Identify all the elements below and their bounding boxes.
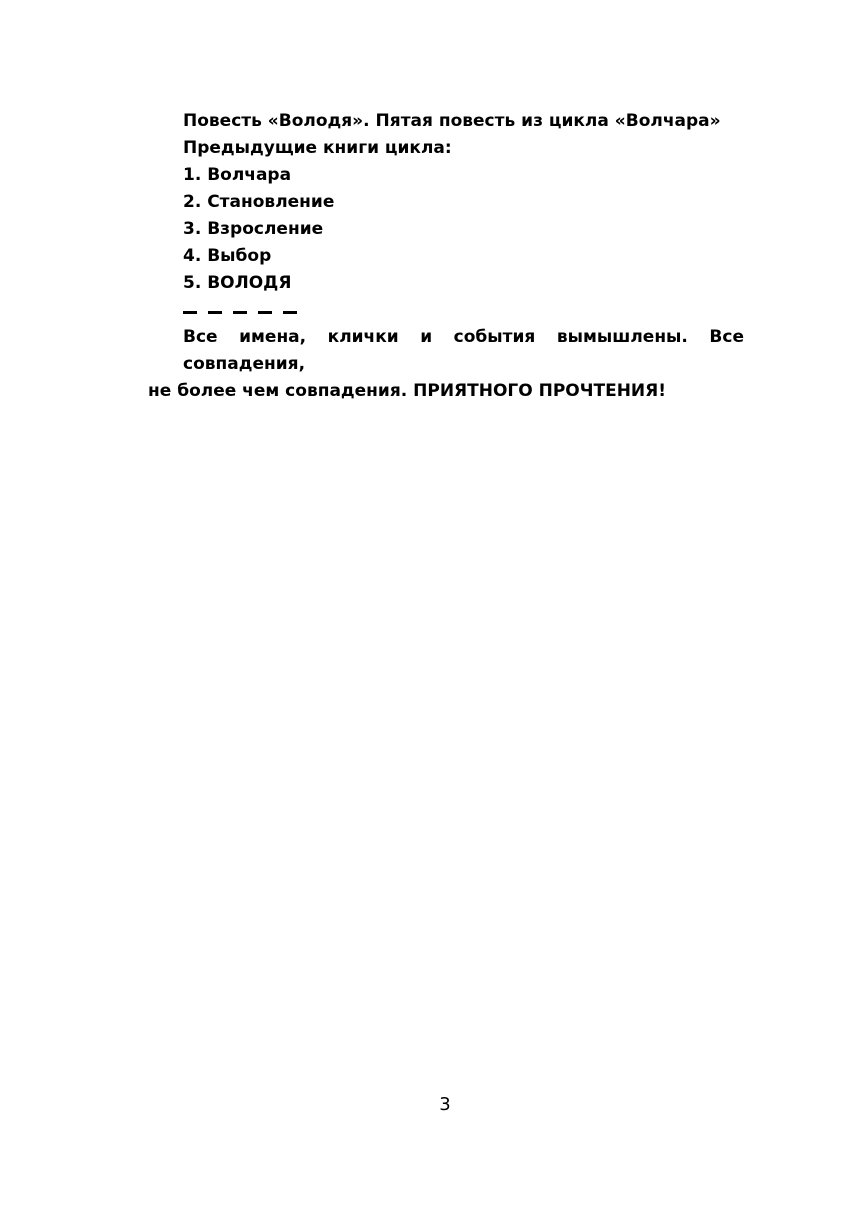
previous-books-heading: Предыдущие книги цикла: <box>183 138 452 158</box>
separator-dash <box>258 311 272 314</box>
page-number: 3 <box>439 1094 451 1115</box>
book-list-item: 5. ВОЛОДЯ <box>183 273 292 293</box>
separator-dash <box>208 311 222 314</box>
intro-line: Повесть «Володя». Пятая повесть из цикла «Волчара» <box>183 111 721 131</box>
book-list-item: 3. Взросление <box>183 219 324 239</box>
disclaimer-line-2: не более чем совпадения. ПРИЯТНОГО ПРОЧТЕНИЯ! <box>148 381 666 401</box>
text-block <box>148 108 744 405</box>
book-list-item: 2. Становление <box>183 192 335 212</box>
separator-dash <box>183 311 197 314</box>
separator-dash <box>283 311 297 314</box>
dash-separator <box>148 297 744 324</box>
book-list-item: 1. Волчара <box>183 165 292 185</box>
disclaimer-line-1: Все имена, клички и события вымышлены. Все совпадения, <box>183 327 744 374</box>
book-list-item: 4. Выбор <box>183 246 272 266</box>
separator-dash <box>233 311 247 314</box>
